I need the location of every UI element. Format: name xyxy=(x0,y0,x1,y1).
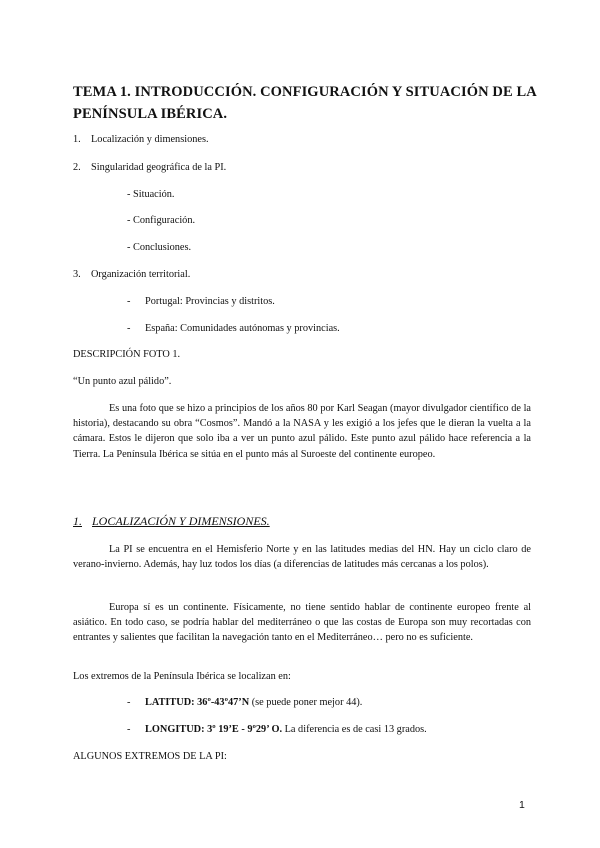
outline-sub-situacion: - Situación. xyxy=(127,189,175,200)
page-number: 1 xyxy=(519,799,525,811)
latitude-label: LATITUD: 36º-43º47’N xyxy=(145,697,250,708)
outline-sub-conclusiones: - Conclusiones. xyxy=(127,242,192,253)
foto-paragraph-text: Es una foto que se hizo a principios de los años 80 por Karl Seagan (mayor divulgador científico de la historia), destacando su obra “Cosmos”. Mandó a la NASA y les exigió a los jefes que le dieran la vuelta a la cámara. Estos le dijeron que solo iba a ver un punto azul pálido. Este punto azul pálido hace referencia a la Tierra. La Península Ibérica se sitúa en el punto más al Suroeste del continente europeo. xyxy=(73,403,531,460)
section-1-paragraph-2 xyxy=(73,600,531,646)
section-1-paragraph-2-text: Europa sí es un continente. Físicamente, no tiene sentido hablar de continente europeo frente al asiático. En todo caso, se podría hablar del mediterráneo o que las costas de Europa son muy recortadas con entrantes y salientes que facilitan la navegación tanto en el Mediterráneo… pero no es suficiente. xyxy=(73,602,531,644)
bullet-dash: - xyxy=(127,724,131,735)
longitude-line xyxy=(145,723,427,737)
bullet-dash: - xyxy=(127,296,131,307)
section-1-paragraph-1-text: La PI se encuentra en el Hemisferio Norte y en las latitudes medias del HN. Hay un ciclo claro de verano-invierno. Además, hay luz todos los días (a diferencias de latitudes más cercanas a los polos). xyxy=(73,544,531,571)
outline-sub-portugal: Portugal: Provincias y distritos. xyxy=(145,296,275,307)
section-1-heading: LOCALIZACIÓN Y DIMENSIONES. xyxy=(92,514,270,528)
foto-quote: “Un punto azul pálido”. xyxy=(73,376,172,387)
outline-sub-configuracion: - Configuración. xyxy=(127,215,196,226)
outline-item-3-number: 3. xyxy=(73,269,81,280)
section-1-number: 1. xyxy=(73,514,82,528)
outline-item-2-text: Singularidad geográfica de la PI. xyxy=(91,162,227,173)
outline-sub-espana: España: Comunidades autónomas y provincias. xyxy=(145,323,340,334)
outline-item-1-text: Localización y dimensiones. xyxy=(91,134,209,145)
foto-heading: DESCRIPCIÓN FOTO 1. xyxy=(73,349,181,360)
longitude-note: La diferencia es de casi 13 grados. xyxy=(282,724,427,735)
outline-item-2-number: 2. xyxy=(73,162,81,173)
section-1-paragraph-1 xyxy=(73,542,531,572)
algunos-extremos-heading: ALGUNOS EXTREMOS DE LA PI: xyxy=(73,751,227,762)
outline-item-3-text: Organización territorial. xyxy=(91,269,191,280)
bullet-dash: - xyxy=(127,697,131,708)
outline-item-1-number: 1. xyxy=(73,134,81,145)
bullet-dash: - xyxy=(127,323,131,334)
latitude-line xyxy=(145,696,362,710)
longitude-label: LONGITUD: 3º 19’E - 9º29’ O. xyxy=(145,724,283,735)
extremes-intro: Los extremos de la Península Ibérica se localizan en: xyxy=(73,671,291,682)
page-title: TEMA 1. INTRODUCCIÓN. CONFIGURACIÓN Y SITUACIÓN DE LA PENÍNSULA IBÉRICA. xyxy=(73,84,537,122)
latitude-note: (se puede poner mejor 44). xyxy=(249,697,363,708)
foto-paragraph xyxy=(73,401,531,462)
